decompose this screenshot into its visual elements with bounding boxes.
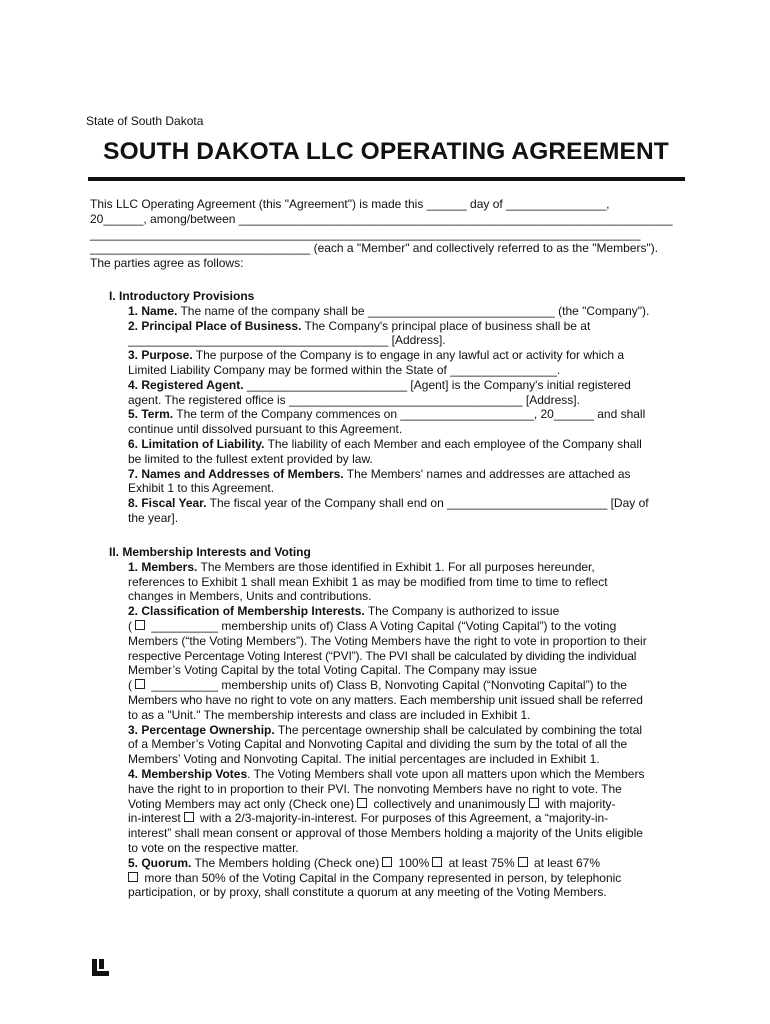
- provision-text: The Company's principal place of business shall be at: [301, 318, 591, 333]
- provision-text: The percentage ownership shall be calculated by combining the total: [274, 722, 643, 737]
- state-label: State of South Dakota: [86, 114, 204, 128]
- lawdistrict-logo-icon: [91, 958, 110, 977]
- provision-label: 6. Limitation of Liability.: [128, 436, 265, 451]
- provision-label: 5. Quorum.: [128, 855, 192, 870]
- intro-line: _________________________________ (each a "Member" and collectively referred to as the "Members").: [90, 241, 659, 256]
- provision-text: The purpose of the Company is to engage in any lawful act or activity for which a: [192, 348, 625, 363]
- checkbox-majority[interactable]: [529, 798, 539, 808]
- provision-names-addresses: [90, 467, 690, 497]
- intro-paragraph: [90, 197, 690, 271]
- option-label: 100%: [395, 855, 430, 870]
- provision-text: The liability of each Member and each employee of the Company shall: [264, 436, 642, 451]
- intro-line: 20______, among/between _________________________________________________________________: [90, 211, 673, 226]
- provision-label: 8. Fiscal Year.: [128, 496, 207, 511]
- provision-label: 2. Classification of Membership Interests.: [128, 604, 365, 619]
- provision-text: to vote on the respective matter.: [128, 840, 299, 855]
- provision-text: The fiscal year of the Company shall end on ________________________ [Day of: [206, 496, 649, 511]
- intro-line: This LLC Operating Agreement (this "Agreement") is made this ______ day of _______________,: [90, 197, 610, 211]
- title-underline: [88, 177, 685, 181]
- provision-label: 4. Registered Agent.: [128, 377, 244, 392]
- provision-text: _______________________________________ [Address].: [128, 333, 446, 348]
- provision-text: . The Voting Members shall vote upon all matters upon which the Members: [247, 766, 645, 781]
- provision-text: Members’ Voting and Nonvoting Capital. The initial percentages are included in Exhibit 1.: [128, 752, 600, 767]
- provision-text: to as a "Unit." The membership interests and class are included in Exhibit 1.: [128, 707, 531, 722]
- document-title: SOUTH DAKOTA LLC OPERATING AGREEMENT: [103, 138, 669, 165]
- provision-text: Exhibit 1 to this Agreement.: [128, 481, 275, 496]
- option-label: at least 67%: [530, 855, 600, 870]
- provision-text: The Company is authorized to issue: [364, 604, 560, 619]
- checkbox-quorum-100[interactable]: [382, 857, 392, 867]
- option-label: collectively and unanimously: [370, 796, 526, 811]
- provision-limitation-of-liability: [90, 437, 690, 467]
- provision-fiscal-year: [90, 496, 690, 526]
- provision-purpose: [90, 348, 690, 378]
- provision-term: [90, 407, 690, 437]
- section-introductory-provisions: [90, 289, 690, 526]
- provision-quorum: [90, 856, 690, 900]
- provision-text: interest” shall mean consent or approval of those Members holding a majority of the Units eligible: [128, 826, 643, 841]
- provision-text: The name of the company shall be ____________________________ (the "Company").: [177, 303, 650, 318]
- provision-text: participation, or by proxy, shall constitute a quorum at any meeting of the Voting Members.: [128, 885, 607, 900]
- option-label: with majority-: [541, 796, 616, 811]
- provision-text: be limited to the fullest extent provided by law.: [128, 451, 373, 466]
- provision-label: 5. Term.: [128, 407, 174, 422]
- provision-registered-agent: [90, 378, 690, 408]
- provision-text: Voting Members may act only (Check one): [128, 796, 355, 811]
- provision-principal-place: [90, 319, 690, 349]
- provision-text: Members (“the Voting Members”). The Voting Members have the right to vote in proportion to their: [128, 633, 647, 648]
- provision-text: The Members holding (Check one): [191, 855, 380, 870]
- provision-text: The term of the Company commences on ____________________, 20______ and shall: [173, 407, 646, 422]
- provision-name: [90, 304, 690, 319]
- intro-line: _____________________________________________________________________________________: [90, 226, 641, 241]
- provision-text: Member’s Voting Capital by the total Voting Capital. The Company may issue: [128, 663, 537, 678]
- provision-label: 3. Percentage Ownership.: [128, 722, 275, 737]
- provision-text: respective Percentage Voting Interest (“PVI”). The PVI shall be calculated by dividing the individual: [128, 648, 637, 663]
- option-label: in-interest: [128, 811, 181, 826]
- checkbox-two-thirds-majority[interactable]: [184, 812, 194, 822]
- provision-membership-votes: [90, 767, 690, 856]
- provision-text: changes in Members, Units and contributions.: [128, 589, 372, 604]
- checkbox-quorum-50[interactable]: [128, 872, 138, 882]
- checkbox-nonvoting-capital[interactable]: [135, 679, 145, 689]
- provision-text: The Members are those identified in Exhibit 1. For all purposes hereunder,: [197, 559, 595, 574]
- provision-text: the year].: [128, 510, 179, 525]
- option-label: at least 75%: [445, 855, 515, 870]
- provision-text: Members who have no right to vote on any matters. Each membership unit issued shall be referred: [128, 692, 643, 707]
- provision-text: references to Exhibit 1 shall mean Exhibit 1 as may be modified from time to time to reflect: [128, 574, 608, 589]
- option-label: more than 50% of the Voting Capital in the Company represented in person, by telephonic: [141, 870, 622, 885]
- provision-members: [90, 560, 690, 604]
- provision-text: with a 2/3-majority-in-interest. For purposes of this Agreement, a “majority-in-: [196, 811, 609, 826]
- provision-text: The Members' names and addresses are attached as: [343, 466, 631, 481]
- provision-label: 1. Name.: [128, 303, 178, 318]
- provision-label: 3. Purpose.: [128, 348, 193, 363]
- checkbox-voting-capital[interactable]: [135, 620, 145, 630]
- checkbox-quorum-67[interactable]: [518, 857, 528, 867]
- checkbox-quorum-75[interactable]: [432, 857, 442, 867]
- provision-text: agent. The registered office is ___________________________________ [Address].: [128, 392, 580, 407]
- provision-text: have the right to in proportion to their PVI. The nonvoting Members have no right to vote. The: [128, 781, 622, 796]
- provision-text: __________ membership units of) Class B, Nonvoting Capital (“Nonvoting Capital”) to the: [148, 678, 627, 693]
- section-membership-interests: [90, 545, 690, 900]
- section-heading: II. Membership Interests and Voting: [109, 545, 311, 559]
- paren: (: [128, 618, 132, 633]
- intro-line: The parties agree as follows:: [90, 256, 244, 271]
- checkbox-unanimous[interactable]: [357, 798, 367, 808]
- provision-text: __________ membership units of) Class A Voting Capital (“Voting Capital”) to the voting: [148, 618, 617, 633]
- provision-label: 1. Members.: [128, 559, 198, 574]
- provision-text: of a Member’s Voting Capital and Nonvoting Capital and dividing the sum by the total of all the: [128, 737, 628, 752]
- provision-text: continue until dissolved pursuant to this Agreement.: [128, 422, 403, 437]
- provision-label: 7. Names and Addresses of Members.: [128, 466, 344, 481]
- provision-label: 2. Principal Place of Business.: [128, 318, 302, 333]
- paren: (: [128, 678, 132, 693]
- provision-text: Limited Liability Company may be formed within the State of ________________.: [128, 362, 561, 377]
- section-heading: I. Introductory Provisions: [109, 289, 255, 303]
- provision-text: ________________________ [Agent] is the Company's initial registered: [243, 377, 631, 392]
- provision-label: 4. Membership Votes: [128, 766, 248, 781]
- provision-percentage-ownership: [90, 723, 690, 767]
- provision-classification: [90, 604, 690, 722]
